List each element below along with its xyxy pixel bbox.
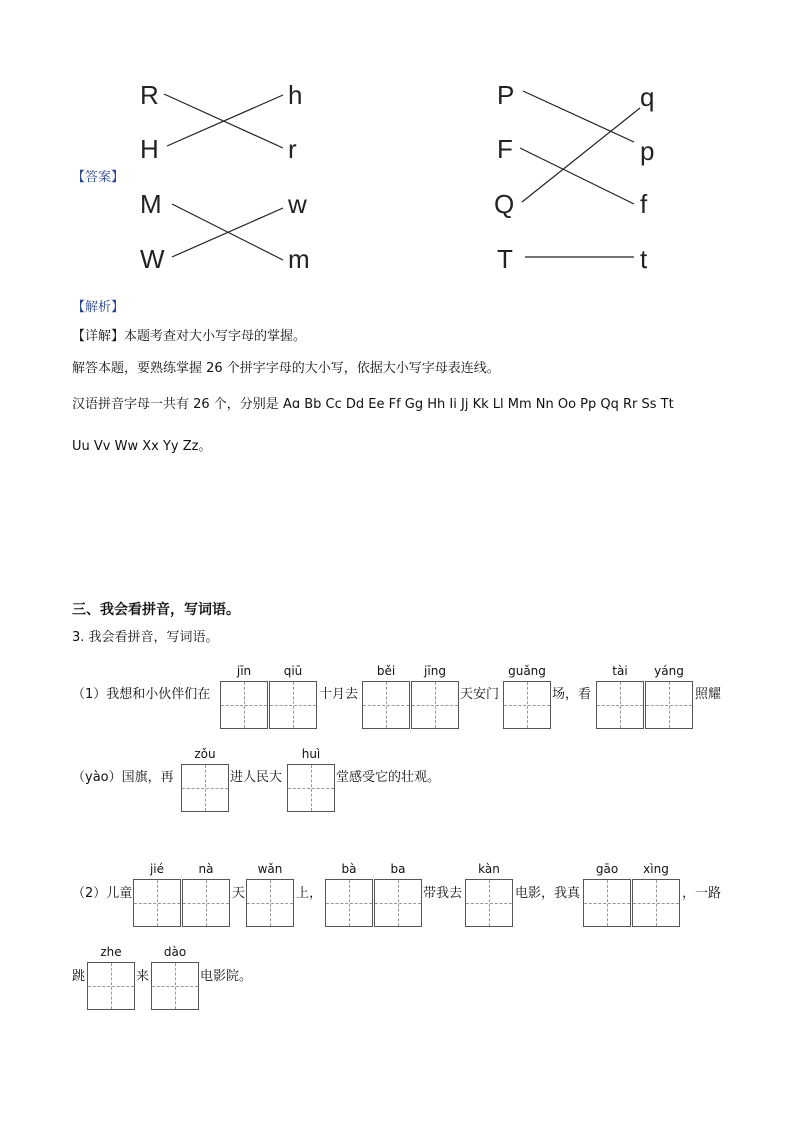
writing-box[interactable] [583, 879, 631, 927]
writing-box[interactable] [220, 681, 268, 729]
writing-box[interactable] [151, 962, 199, 1010]
upper-letter-W: W [140, 244, 165, 274]
q2-text-yilu: ，一路 [682, 886, 722, 901]
q2-text-daiwoqu: 带我去 [423, 886, 463, 901]
matching-lines [0, 0, 794, 300]
lower-letter-q: q [640, 82, 655, 112]
alphabet-line-2: Uu Vv Ww Xx Yy Zz。 [72, 439, 212, 454]
q1-text-jinrenmin: 进人民大 [230, 770, 283, 785]
lower-letter-t: t [640, 244, 648, 274]
detail-line: 【详解】本题考查对大小写字母的掌握。 [72, 329, 307, 344]
q2-text-dianying: 电影，我真 [515, 886, 581, 901]
writing-box[interactable] [181, 764, 229, 812]
line-P-p [523, 91, 634, 142]
pinyin-kan: kàn [478, 862, 500, 876]
writing-box[interactable] [596, 681, 644, 729]
q1-text-tang: 堂感受它的壮观。 [336, 770, 441, 785]
pinyin-xing: xìng [643, 862, 669, 876]
pinyin-bei: běi [376, 664, 396, 678]
q2-text-lai: 来 [136, 969, 150, 984]
pinyin-gao: gāo [595, 862, 619, 876]
line-F-f [520, 148, 634, 204]
writing-box[interactable] [133, 879, 181, 927]
question-title: 3. 我会看拼音，写词语。 [72, 630, 219, 645]
writing-box[interactable] [362, 681, 410, 729]
analysis-tag: 【解析】 [72, 300, 125, 315]
upper-letter-P: P [497, 80, 515, 110]
lower-letter-h: h [288, 80, 303, 110]
writing-box[interactable] [632, 879, 680, 927]
writing-box[interactable] [411, 681, 459, 729]
writing-box[interactable] [325, 879, 373, 927]
upper-letter-H: H [140, 134, 159, 164]
pinyin-dao: dào [163, 945, 187, 959]
lower-letter-m: m [288, 244, 310, 274]
upper-letter-Q: Q [494, 189, 515, 219]
writing-box[interactable] [645, 681, 693, 729]
pinyin-jin: jīn [236, 664, 252, 678]
pinyin-wan: wǎn [257, 862, 283, 876]
pinyin-na: nà [198, 862, 214, 876]
q1-text-zhaoyao: 照耀 [695, 687, 722, 702]
solution-line: 解答本题，要熟练掌握 26 个拼字字母的大小写，依据大小写字母表连线。 [72, 361, 500, 376]
upper-letter-F: F [497, 134, 513, 164]
upper-letter-T: T [497, 244, 513, 274]
upper-letter-M: M [140, 189, 162, 219]
pinyin-ba-light: ba [390, 862, 406, 876]
writing-box[interactable] [374, 879, 422, 927]
q2-text-shang: 上， [296, 886, 323, 901]
pinyin-guang: guǎng [508, 664, 546, 678]
q2-label: （2）儿童 [72, 886, 133, 901]
q2-text-dianyingyuan: 电影院。 [200, 969, 253, 984]
writing-box[interactable] [503, 681, 551, 729]
q1-text-chang: 场，看 [552, 687, 592, 702]
writing-box[interactable] [246, 879, 294, 927]
pinyin-tai: tài [612, 664, 628, 678]
writing-box[interactable] [269, 681, 317, 729]
q1-label: （1）我想和小伙伴们在 [72, 687, 211, 702]
answer-tag: 【答案】 [72, 170, 125, 185]
q2-text-tiao: 跳 [72, 969, 86, 984]
q2-text-tian: 天 [232, 886, 246, 901]
writing-box[interactable] [182, 879, 230, 927]
q1-text-guoqi: （yào）国旗，再 [72, 770, 174, 785]
q1-text-tiananmen: 天安门 [460, 687, 500, 702]
alphabet-line-1: 汉语拼音字母一共有 26 个，分别是 Aɑ Bb Cc Dd Ee Ff Gg Hh Ii Jj Kk Ll Mm Nn Oo Pp Qq Rr Ss Tt [72, 397, 674, 412]
writing-box[interactable] [87, 962, 135, 1010]
writing-box[interactable] [287, 764, 335, 812]
pinyin-jing: jīng [424, 664, 446, 678]
lower-letter-r: r [288, 134, 297, 164]
pinyin-hui: huì [301, 747, 321, 761]
line-W-w [172, 208, 283, 257]
lower-letter-w: w [288, 189, 307, 219]
pinyin-yang: yáng [654, 664, 684, 678]
line-Q-q [522, 108, 640, 202]
writing-box[interactable] [465, 879, 513, 927]
pinyin-zou: zǒu [194, 747, 216, 761]
section-title: 三、我会看拼音，写词语。 [72, 602, 240, 618]
pinyin-qiu: qiū [283, 664, 303, 678]
lower-letter-p: p [640, 136, 655, 166]
q1-text-shiyue: 十月去 [319, 687, 359, 702]
upper-letter-R: R [140, 80, 159, 110]
pinyin-ba: bà [341, 862, 357, 876]
pinyin-zhe: zhe [100, 945, 122, 959]
lower-letter-f: f [640, 189, 648, 219]
pinyin-jie: jié [149, 862, 165, 876]
